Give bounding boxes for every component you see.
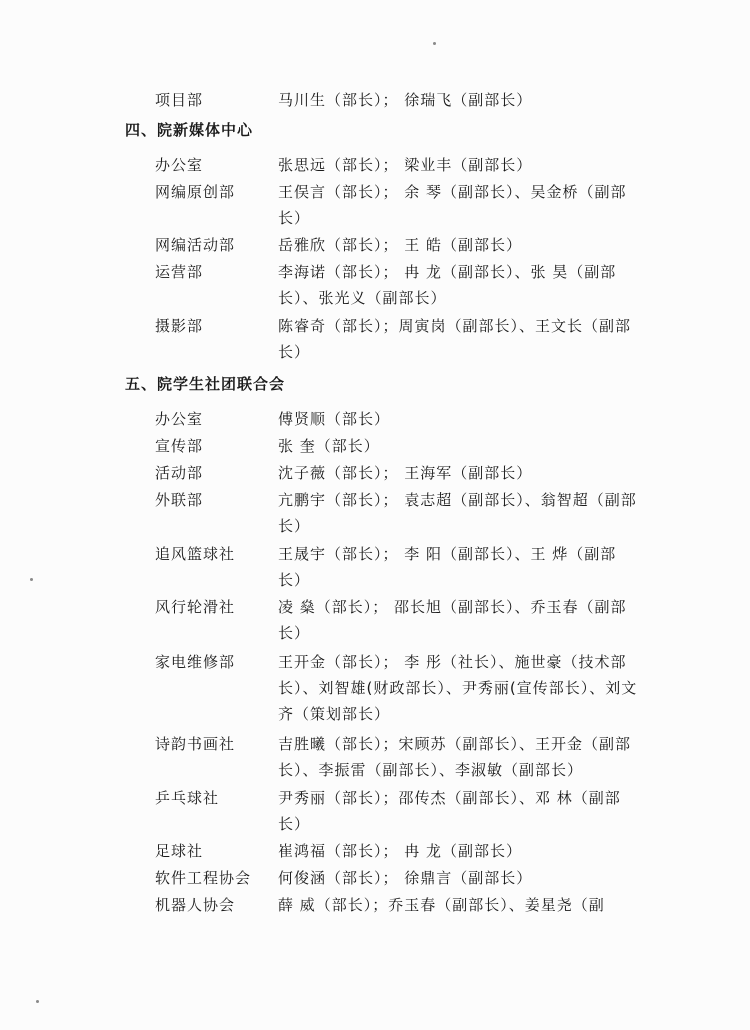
department-label: 活动部	[155, 464, 204, 482]
member-list: 何俊涵（部长）； 徐鼎言（副部长）	[278, 869, 533, 887]
department-label: 诗韵书画社	[155, 735, 236, 753]
member-list: 亢鹏宇（部长）； 袁志超（副部长）、翁智超（副部长）	[278, 491, 637, 535]
scan-speck	[433, 42, 436, 45]
department-label: 家电维修部	[155, 653, 236, 671]
department-label: 软件工程协会	[155, 869, 252, 887]
member-list: 岳雅欣（部长）； 王 皓（副部长）	[278, 236, 523, 254]
department-label: 网编活动部	[155, 236, 236, 254]
section-heading: 五、院学生社团联合会	[125, 375, 286, 393]
department-label: 宣传部	[155, 437, 204, 455]
department-label: 办公室	[155, 410, 204, 428]
scan-speck	[30, 578, 33, 581]
member-list: 尹秀丽（部长）；邵传杰（副部长）、邓 林（副部长）	[278, 789, 621, 833]
department-label: 外联部	[155, 491, 204, 509]
department-label: 足球社	[155, 842, 204, 860]
department-label: 项目部	[155, 91, 204, 109]
department-label: 办公室	[155, 156, 204, 174]
department-label: 运营部	[155, 263, 204, 281]
department-label: 追风篮球社	[155, 545, 236, 563]
member-list: 吉胜曦（部长）；宋顾苏（副部长）、王开金（副部长）、李振雷（副部长）、李淑敏（副部长）	[278, 735, 632, 779]
section-heading: 四、院新媒体中心	[125, 121, 254, 139]
member-list: 王开金（部长）； 李 彤（社长）、施世豪（技术部长）、刘智雄(财政部长）、尹秀丽(宣传部长）、刘文齐（策划部长）	[278, 653, 638, 723]
member-list: 陈睿奇（部长）；周寅岗（副部长）、王文长（副部长）	[278, 317, 632, 361]
scan-speck	[36, 1000, 39, 1003]
department-label: 乒乓球社	[155, 789, 220, 807]
department-label: 摄影部	[155, 317, 204, 335]
department-label: 机器人协会	[155, 896, 236, 914]
department-label: 风行轮滑社	[155, 598, 236, 616]
member-list: 薛 威（部长）；乔玉春（副部长）、姜星尧（副	[278, 896, 605, 914]
member-list: 张 奎（部长）	[278, 437, 380, 455]
member-list: 沈子薇（部长）； 王海军（副部长）	[278, 464, 533, 482]
member-list: 马川生（部长）； 徐瑞飞（副部长）	[278, 91, 533, 109]
member-list: 王俣言（部长）； 余 琴（副部长）、吴金桥（副部长）	[278, 183, 627, 227]
member-list: 傅贤顺（部长）	[278, 410, 391, 428]
member-list: 凌 燊（部长）； 邵长旭（副部长）、乔玉春（副部长）	[278, 598, 627, 642]
member-list: 崔鸿福（部长）； 冉 龙（副部长）	[278, 842, 523, 860]
department-label: 网编原创部	[155, 183, 236, 201]
member-list: 李海诺（部长）； 冉 龙（副部长）、张 昊（副部长）、张光义（副部长）	[278, 263, 617, 307]
member-list: 王晟宇（部长）； 李 阳（副部长）、王 烨（副部长）	[278, 545, 617, 589]
member-list: 张思远（部长）； 梁业丰（副部长）	[278, 156, 533, 174]
